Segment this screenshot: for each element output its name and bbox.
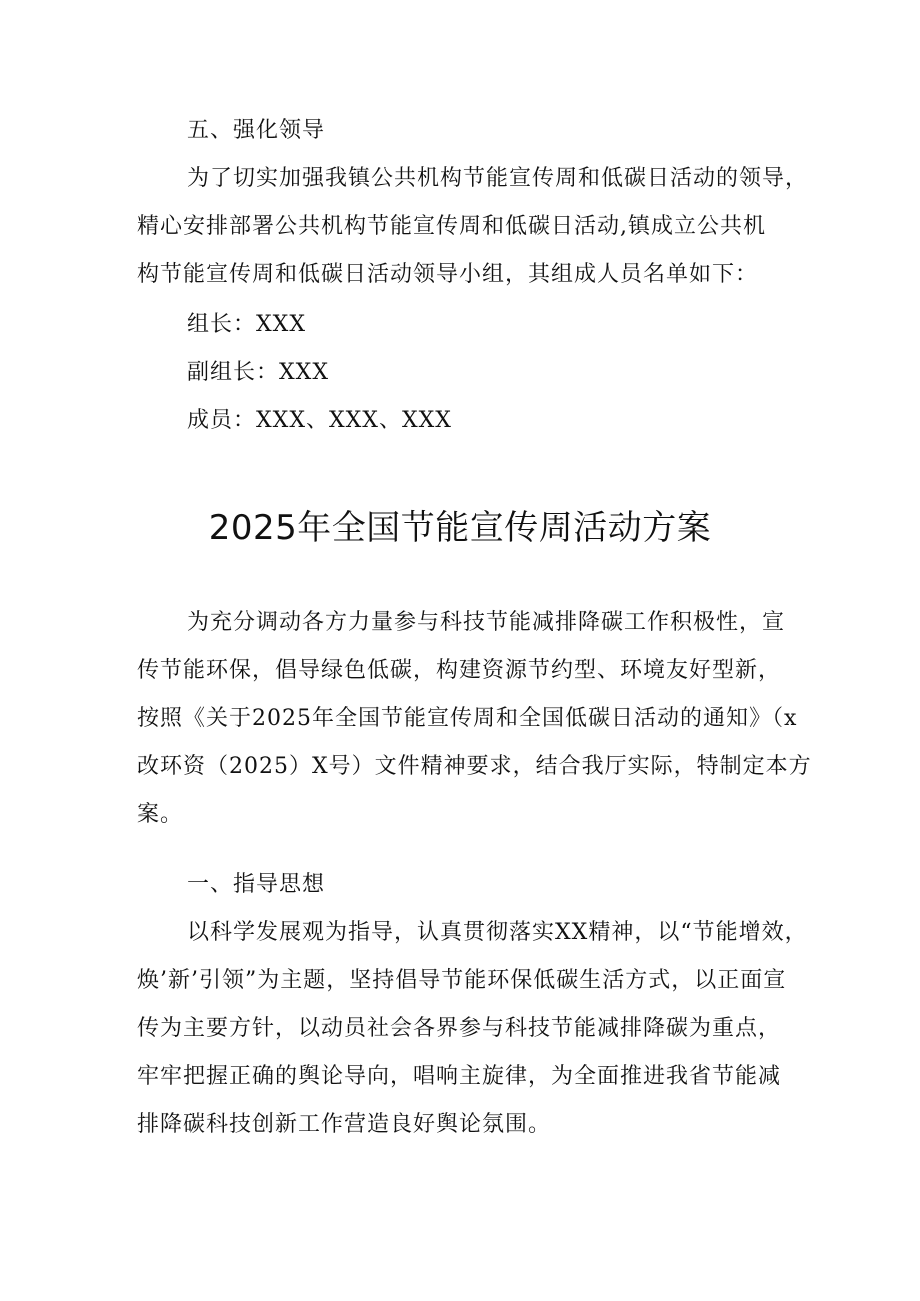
leader-line: 组长：XXX [187, 312, 306, 337]
section-five-line-1: 为了切实加强我镇公共机构节能宣传周和低碳日活动的领导， [187, 166, 809, 191]
plan-title: 2025年全国节能宣传周活动方案 [208, 508, 712, 548]
intro-line-1: 为充分调动各方力量参与科技节能减排降碳工作积极性，宣 [187, 610, 786, 635]
section-five-line-3: 构节能宣传周和低碳日活动领导小组，其组成人员名单如下： [137, 262, 759, 287]
section-one-line-2: 焕’新’引领”为主题，坚持倡导节能环保低碳生活方式，以正面宣 [137, 968, 787, 993]
section-one-line-1: 以科学发展观为指导，认真贯彻落实XX精神，以“节能增效， [187, 920, 808, 945]
deputy-leader-line: 副组长：XXX [187, 360, 329, 385]
section-one-line-4: 牢牢把握正确的舆论导向，唱响主旋律，为全面推进我省节能减 [137, 1064, 782, 1089]
intro-line-5: 案。 [137, 802, 184, 827]
section-one-heading: 一、指导思想 [187, 872, 326, 897]
intro-line-2: 传节能环保，倡导绿色低碳，构建资源节约型、环境友好型新， [137, 658, 782, 683]
section-one-line-5: 排降碳科技创新工作营造良好舆论氛围。 [137, 1112, 552, 1137]
intro-line-4: 改环资（2025）X号）文件精神要求，结合我厅实际，特制定本方 [137, 754, 812, 779]
section-one-line-3: 传为主要方针，以动员社会各界参与科技节能减排降碳为重点， [137, 1016, 782, 1041]
members-line: 成员：XXX、XXX、XXX [187, 408, 452, 433]
intro-line-3: 按照《关于2025年全国节能宣传周和全国低碳日活动的通知》（x [137, 706, 798, 731]
section-five-line-2: 精心安排部署公共机构节能宣传周和低碳日活动,镇成立公共机 [137, 214, 766, 239]
section-five-heading: 五、强化领导 [187, 118, 326, 143]
